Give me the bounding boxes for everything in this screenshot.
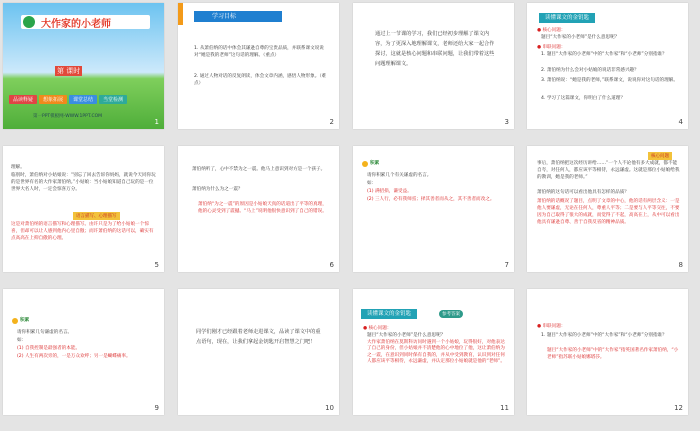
chain-q1: 1. 题目“大作家的小老师”中的“大作家”和“小老师”分别指谁？ xyxy=(541,333,667,338)
intro-text: 通过上一节课的学习，我们已经初步理解了课文内容，为了更深入地理解课文，老师还给大家一起合作探讨，这就是核心问题和串联问题，让我们带着这些问题理解课文。 xyxy=(375,31,495,67)
chain-a1: 题目“大作家的小老师”中的“大作家”指英国著名作家萧伯纳，“小老师”指苏联小姑娘娜塔莎。 xyxy=(547,348,679,360)
slide-thumbnail-11[interactable] xyxy=(353,289,514,415)
example-1: (1) 满招损，谦受益。 xyxy=(367,189,412,194)
tag-3: 课堂总结 xyxy=(69,95,97,104)
goal-2: 2. 通过人物对话的反复朗读，体会文章内涵，感悟人物形象。（难点） xyxy=(194,74,327,86)
bulb-icon xyxy=(362,161,368,167)
chain-label: ● 串联问题： xyxy=(537,324,566,329)
slide-number: 11 xyxy=(500,404,509,412)
goal-1: 1. 从萧伯纳的话中体会其谦逊自尊的宝贵品质，并联系课文说说对“她是我的老师”这句话的理解。（重点） xyxy=(194,46,324,58)
core-label: ● 核心问题： xyxy=(363,326,392,331)
slide-thumbnail-3[interactable] xyxy=(353,3,514,129)
tag-2: 想象拓展 xyxy=(39,95,67,104)
slide-thumbnail-1[interactable] xyxy=(3,3,164,129)
slide-number: 12 xyxy=(674,404,683,412)
example-2: (2) 三人行，必有我师焉；择其善者而从之，其不善者而改之。 xyxy=(367,197,495,202)
slide-number: 7 xyxy=(504,261,509,269)
slide-number: 2 xyxy=(329,118,334,126)
quote: 事后，萧伯纳把这次经历讲给……“一个人不论他有多大成就，都不能自夸，对任何人，都应该平等相待，永远谦虚。这就是那位小姑娘给我的教训，她是我的老师。” xyxy=(537,161,680,180)
tag-row xyxy=(9,95,127,104)
core-question: 题目“大作家的小老师”是什么意思呢？ xyxy=(541,35,620,40)
slide-thumbnail-12[interactable] xyxy=(527,289,688,415)
chain-q3: 3. 萧伯纳说：“她是我的老师，”联系课文，说说你对这句话的理解。 xyxy=(541,78,678,83)
logo-icon xyxy=(23,16,35,28)
accent-bar xyxy=(178,3,183,25)
prompt: 请你积累几个有关谦虚的名言。 xyxy=(367,173,432,178)
example-1: (1) 自我控制是最强者的本能。 xyxy=(17,346,81,351)
slide-thumbnail-2[interactable] xyxy=(178,3,339,129)
badge: 积累 xyxy=(370,161,380,166)
template-url: 第一PPT模板网-WWW.1PPT.COM xyxy=(33,114,103,119)
answer: 萧伯纳“为之一震”的原因是小姑娘天真的话道出了平等的真理，他的心灵受到了震撼。“马上”说明他很快意识到了自己的错误。 xyxy=(198,202,327,214)
slide-number: 3 xyxy=(504,118,509,126)
answer: 萧伯纳的话概况了题目，点明了文章的中心，他的话有两层含义：一是他人要谦虚，无论在任何人，尊重人平等；二是要与人平等交往，不要因为自己取得了很大的成就，而觉得了不起，高高在上，从中可以看出他具有谦逊自尊、善于自我反省的精神品质。 xyxy=(537,199,680,225)
lesson-label: 第 课时 xyxy=(57,67,81,75)
quote: 萧伯纳听了，心中不禁为之一震。他马上意识到对方是一个孩子。 xyxy=(192,167,326,172)
chain-label: ● 串联问题： xyxy=(537,45,566,50)
slide-title: 大作家的小老师 xyxy=(41,19,111,30)
example-label: 如： xyxy=(367,181,377,186)
bulb-icon xyxy=(12,318,18,324)
slide-thumbnail-10[interactable] xyxy=(178,289,339,415)
chain-q4: 4. 学习了这篇课文，你明白了什么道理？ xyxy=(541,96,625,101)
core-question: 题目“大作家的小老师”是什么意思呢？ xyxy=(367,333,446,338)
badge: 语言描写、心理描写 xyxy=(73,212,120,220)
slide-number: 9 xyxy=(154,404,159,412)
slide-number: 1 xyxy=(154,118,159,126)
section-header: 读懂课文的金钥匙 xyxy=(539,13,595,23)
slide-thumbnail-8[interactable] xyxy=(527,146,688,272)
section-header: 读懂课文的金钥匙 xyxy=(361,309,417,319)
tag-1: 品读释疑 xyxy=(9,95,37,104)
slide-number: 6 xyxy=(329,261,334,269)
badge: 核心问题 xyxy=(648,152,672,160)
chain-q2: 2. 萧伯纳为什么会对小姑娘的说话非常感兴趣？ xyxy=(541,68,639,73)
core-label: ● 核心问题： xyxy=(537,28,566,33)
slide-thumbnail-4[interactable] xyxy=(527,3,688,129)
section-header: 学习目标 xyxy=(194,11,282,22)
core-answer: 大作家萧伯纳在莫斯科访问时遇到一个小姑娘，玩得很好，对他表达了自己的身份，但小姑娘并不清楚他的心中地位了他，这让萧伯纳为之一震，在意识到同时保有自我的，并从中受到教育，认识到对任何人都应该平等相待，永远谦虚，并认定那位小姑娘就是他的“老师”。 xyxy=(367,340,505,365)
slide-number: 4 xyxy=(678,118,683,126)
badge: 积累 xyxy=(20,318,30,323)
slide-number: 10 xyxy=(325,404,334,412)
prompt: 请你积累几句谦虚的名言。 xyxy=(17,330,73,335)
text-2: 临别时，萧伯纳对小姑娘说：“别忘了回去告诉你妈妈，就说今天同你玩的是世界有名的大作家萧伯纳。”小姑娘：当小姑娘知道自己玩的是一位世界大名人时，一定会惊喜万分。 xyxy=(11,173,156,192)
slide-thumbnail-7[interactable] xyxy=(353,146,514,272)
example-2: (2) 人生有两次旁的，一是万众欢呼；另一是蝴蝶痛率。 xyxy=(17,354,131,359)
slide-thumbnail-6[interactable] xyxy=(178,146,339,272)
analysis: 这是对萧伯纳的语言描写和心理描写。由许只是为了给小姑娘一个惊喜，但却可以让人感到他内心里自傲；而许萧伯纳的这话可以，确实有点高高在上抑自傲的心理。 xyxy=(11,222,154,241)
text-1: 理解。 xyxy=(11,165,25,170)
slide-thumbnail-9[interactable] xyxy=(3,289,164,415)
question: 萧伯纳的这句话可以看出他具有怎样的品质？ xyxy=(537,190,629,195)
slide-number: 5 xyxy=(154,261,159,269)
question: 萧伯纳为什么为之一震？ xyxy=(192,187,243,192)
reference-tag: 参考答案 xyxy=(439,310,463,318)
slide-thumbnail-5[interactable] xyxy=(3,146,164,272)
chain-q1: 1. 题目“大作家的小老师”中的“大作家”和“小老师”分别指谁？ xyxy=(541,52,667,57)
tag-4: 当堂检测 xyxy=(99,95,127,104)
example-label: 如： xyxy=(17,338,27,343)
slide-number: 8 xyxy=(678,261,683,269)
transition-text: 同学们刚才已经跟着老师走进课文，品读了课文中的重点语句，现在，让我们拿起金钥匙开启智慧之门吧！ xyxy=(196,329,321,345)
